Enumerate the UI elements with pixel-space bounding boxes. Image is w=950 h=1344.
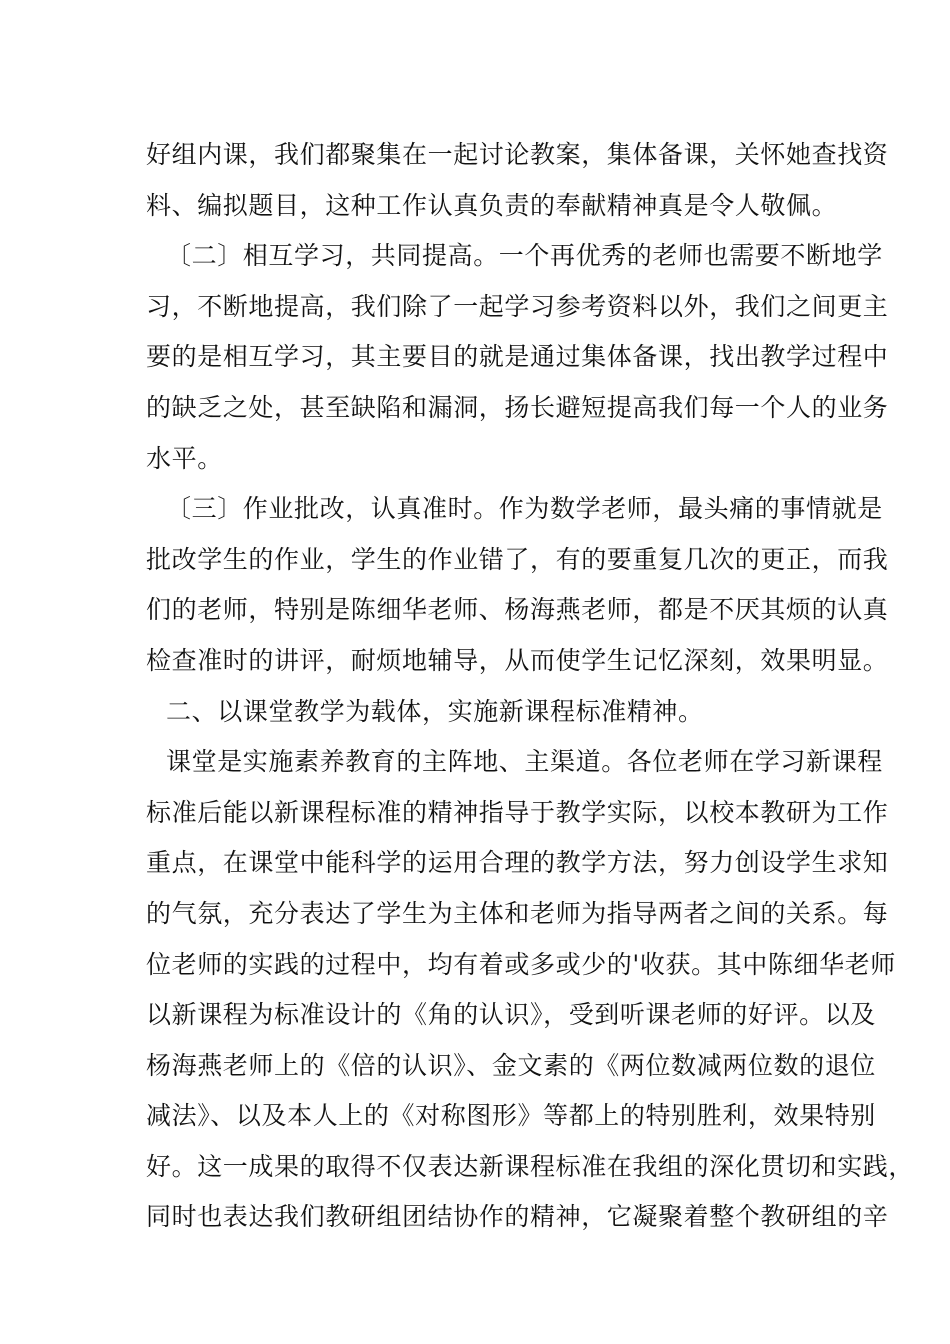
document-body xyxy=(146,130,915,1243)
text-line: 批改学生的作业，学生的作业错了，有的要重复几次的更正，而我 xyxy=(146,544,889,574)
text-line: 〔二〕相互学习，共同提高。一个再优秀的老师也需要不断地学 xyxy=(166,241,883,271)
text-line: 料、编拟题目，这种工作认真负责的奉献精神真是令人敬佩。 xyxy=(146,190,838,220)
text-line: 要的是相互学习，其主要目的就是通过集体备课，找出教学过程中 xyxy=(146,342,889,372)
text-line: 重点，在课堂中能科学的运用合理的教学方法，努力创设学生求知 xyxy=(146,848,889,878)
text-line: 水平。 xyxy=(146,443,223,473)
text-line: 标准后能以新课程标准的精神指导于教学实际，以校本教研为工作 xyxy=(146,797,889,827)
section-heading: 二、以课堂教学为载体，实施新课程标准精神。 xyxy=(166,696,704,726)
text-line: 习，不断地提高，我们除了一起学习参考资料以外，我们之间更主 xyxy=(146,291,889,321)
text-line: 杨海燕老师上的《倍的认识》、金文素的《两位数减两位数的退位 xyxy=(146,1050,876,1080)
text-line: 的气氛，充分表达了学生为主体和老师为指导两者之间的关系。每 xyxy=(146,898,889,928)
text-line: 好组内课，我们都聚集在一起讨论教案，集体备课，关怀她查找资 xyxy=(146,140,889,169)
text-line: 位老师的实践的过程中，均有着或多或少的'收获。其中陈细华老师 xyxy=(146,949,896,979)
text-line: 课堂是实施素养教育的主阵地、主渠道。各位老师在学习新课程 xyxy=(166,747,883,777)
text-line: 的缺乏之处，甚至缺陷和漏洞，扬长避短提高我们每一个人的业务 xyxy=(146,392,889,422)
text-line: 〔三〕作业批改，认真准时。作为数学老师，最头痛的事情就是 xyxy=(166,494,883,524)
text-line: 以新课程为标准设计的《角的认识》，受到听课老师的好评。以及 xyxy=(146,1000,876,1030)
text-line: 同时也表达我们教研组团结协作的精神，它凝聚着整个教研组的辛 xyxy=(146,1202,889,1232)
text-line: 们的老师，特别是陈细华老师、杨海燕老师，都是不厌其烦的认真 xyxy=(146,595,889,625)
text-line: 好。这一成果的取得不仅表达新课程标准在我组的深化贯切和实践， xyxy=(146,1151,915,1181)
text-line: 检查准时的讲评，耐烦地辅导，从而使学生记忆深刻，效果明显。 xyxy=(146,645,889,675)
text-line: 减法》、以及本人上的《对称图形》等都上的特别胜利，效果特别 xyxy=(146,1101,876,1131)
